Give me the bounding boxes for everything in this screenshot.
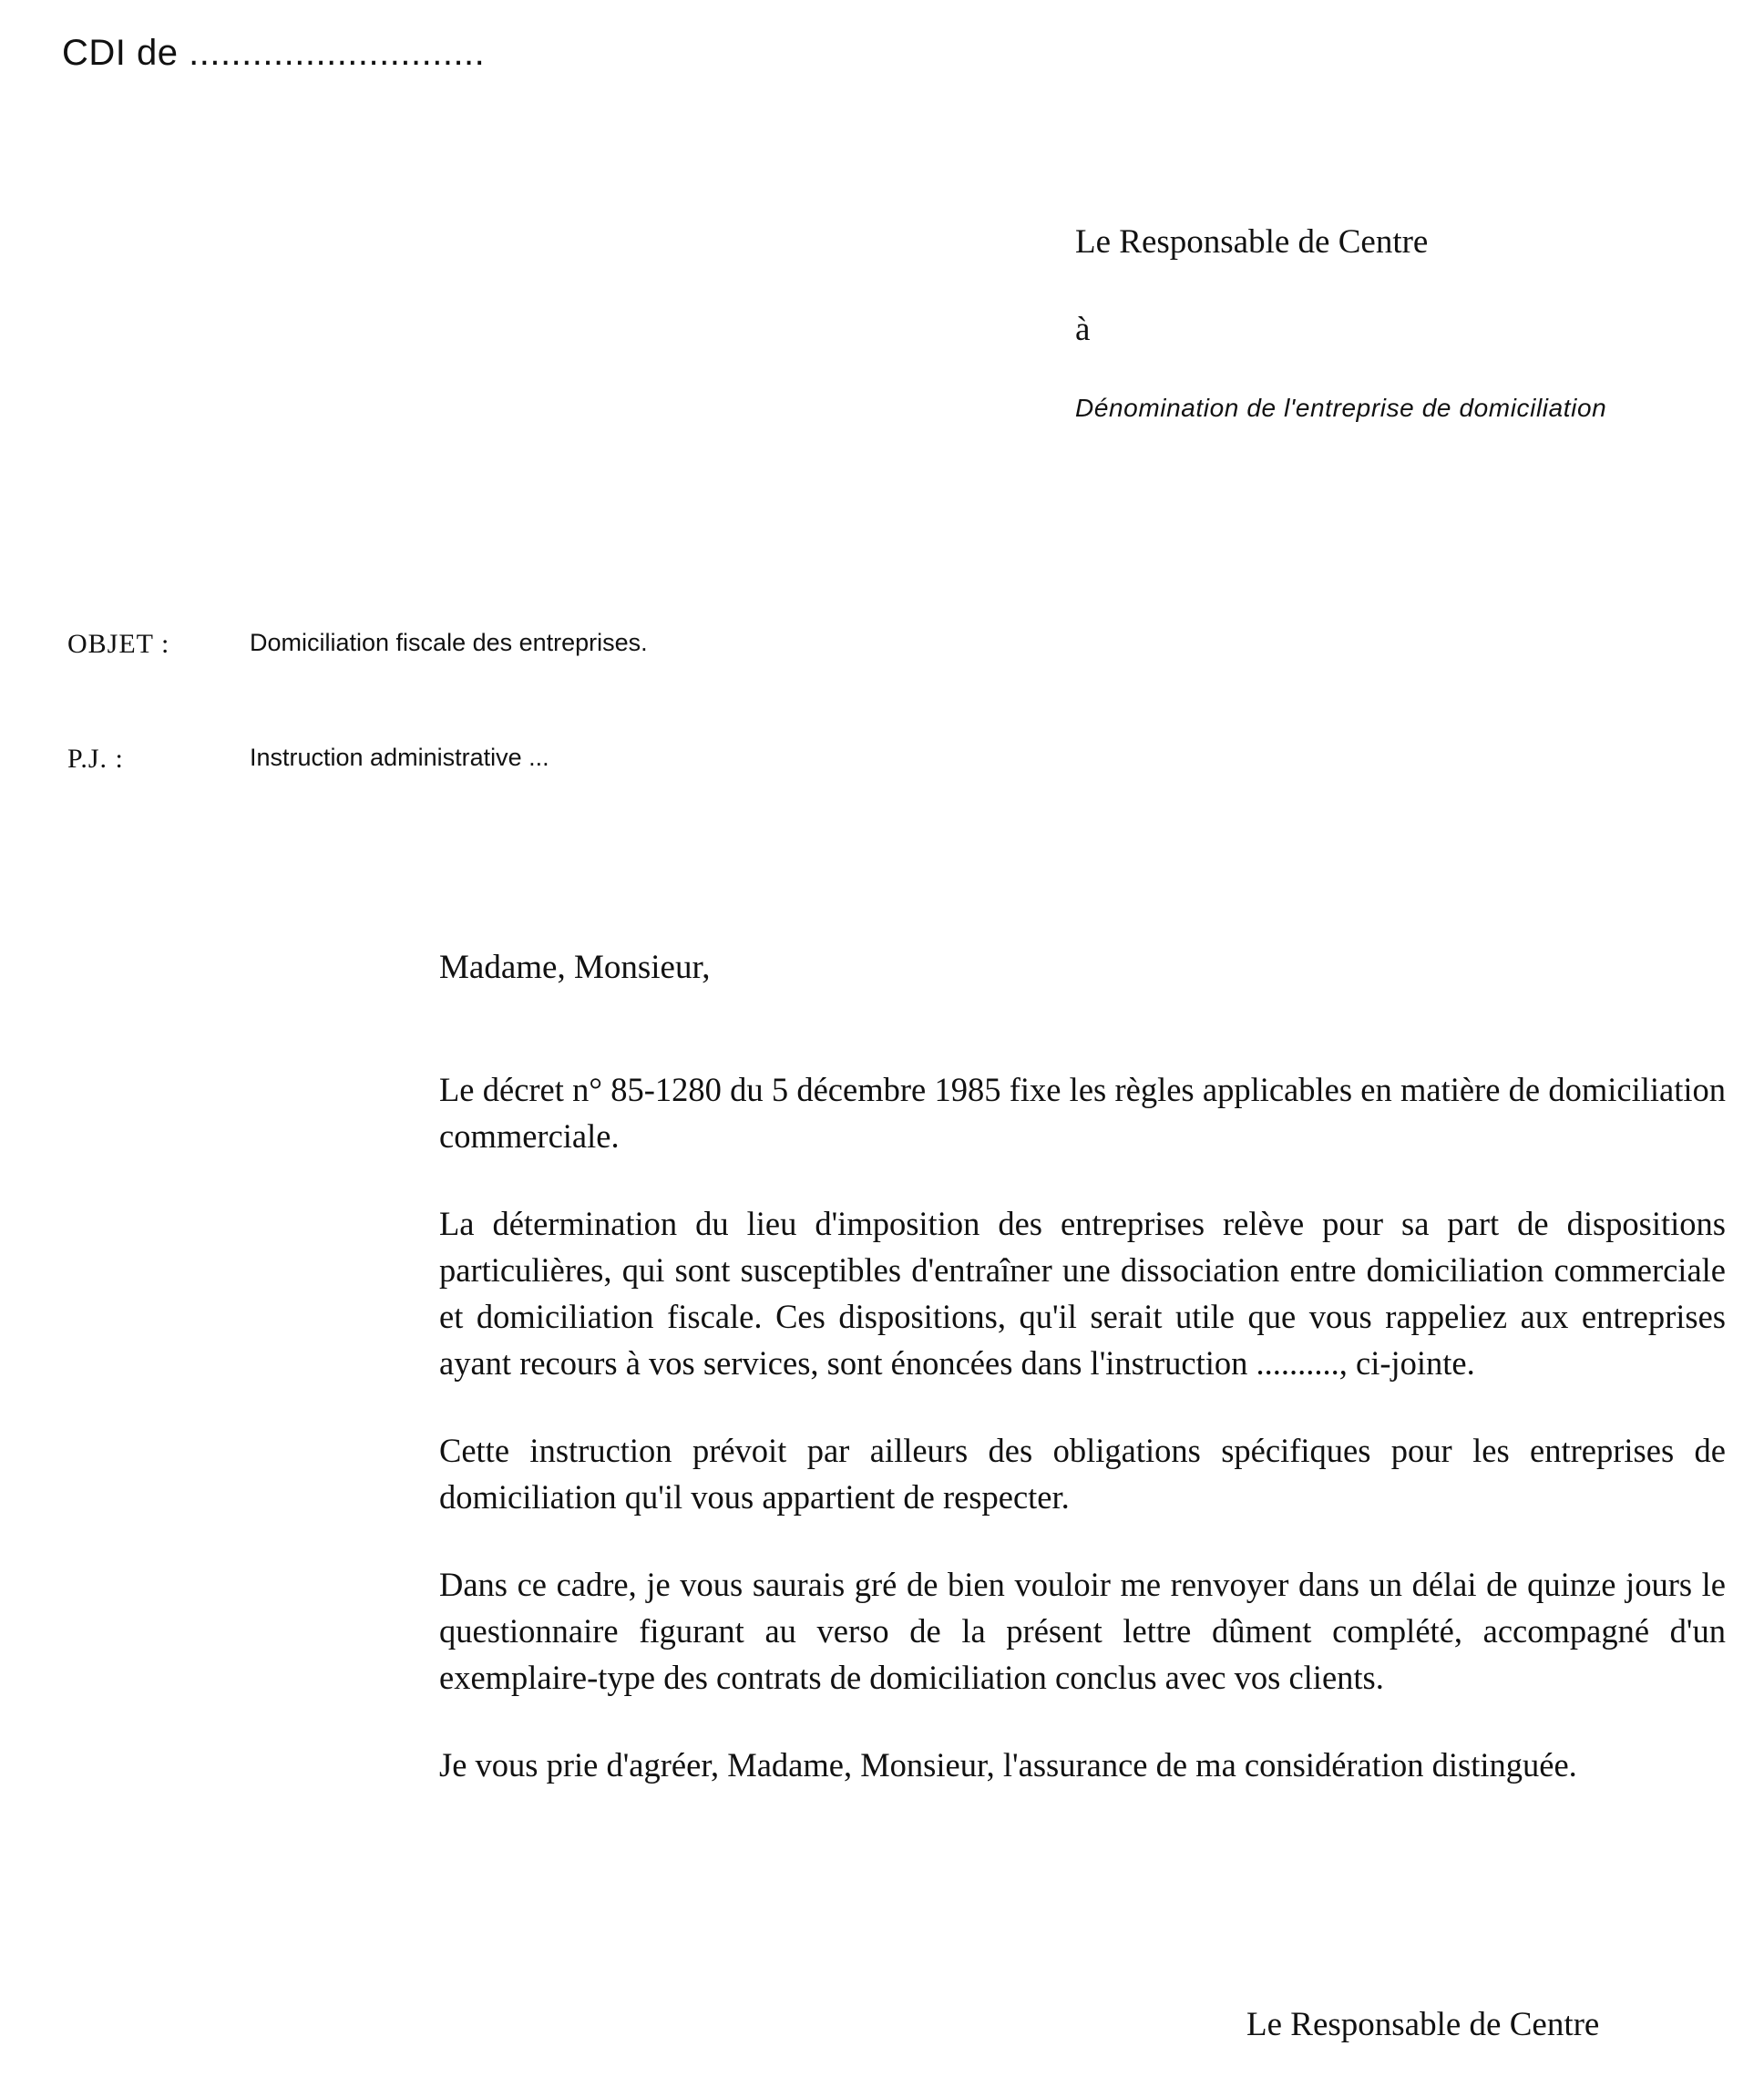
- letter-body: [439, 1066, 1726, 1829]
- recipient-title: Le Responsable de Centre: [1075, 223, 1429, 261]
- body-paragraph: Je vous prie d'agréer, Madame, Monsieur, l'assurance de ma considération distinguée.: [439, 1746, 1577, 1784]
- body-paragraph: Cette instruction prévoit par ailleurs des obligations spécifiques pour les entreprises de domiciliation qu'il vous appartient de respecter.: [439, 1432, 1726, 1516]
- body-paragraph: Dans ce cadre, je vous saurais gré de bien vouloir me renvoyer dans un délai de quinze jours le questionnaire figurant au verso de la présent lettre dûment complété, accompagné d'un exemplaire-type des contrats de domiciliation conclus avec vos clients.: [439, 1566, 1726, 1696]
- attachment-label: P.J. :: [67, 744, 124, 774]
- subject-label: OBJET :: [67, 629, 170, 659]
- body-paragraph: Le décret n° 85-1280 du 5 décembre 1985 fixe les règles applicables en matière de domiciliation commerciale.: [439, 1071, 1726, 1155]
- sender-office: CDI de ............................: [62, 33, 486, 73]
- body-paragraph: La détermination du lieu d'imposition des entreprises relève pour sa part de dispositions particulières, qui sont susceptibles d'entraîner une dissociation entre domiciliation commerciale et domiciliation fiscale. Ces dispositions, qu'il serait utile que vous rappeliez aux entreprises ayant recours à vos services, sont énoncées dans l'instruction .........., ci-jointe.: [439, 1205, 1726, 1382]
- recipient-preposition: à: [1075, 311, 1091, 348]
- salutation: Madame, Monsieur,: [439, 949, 711, 986]
- attachment-value: Instruction administrative ...: [250, 744, 549, 771]
- signature-block: Le Responsable de Centre: [1246, 2006, 1600, 2043]
- recipient-name: Dénomination de l'entreprise de domiciliation: [1075, 394, 1607, 422]
- subject-value: Domiciliation fiscale des entreprises.: [250, 629, 648, 656]
